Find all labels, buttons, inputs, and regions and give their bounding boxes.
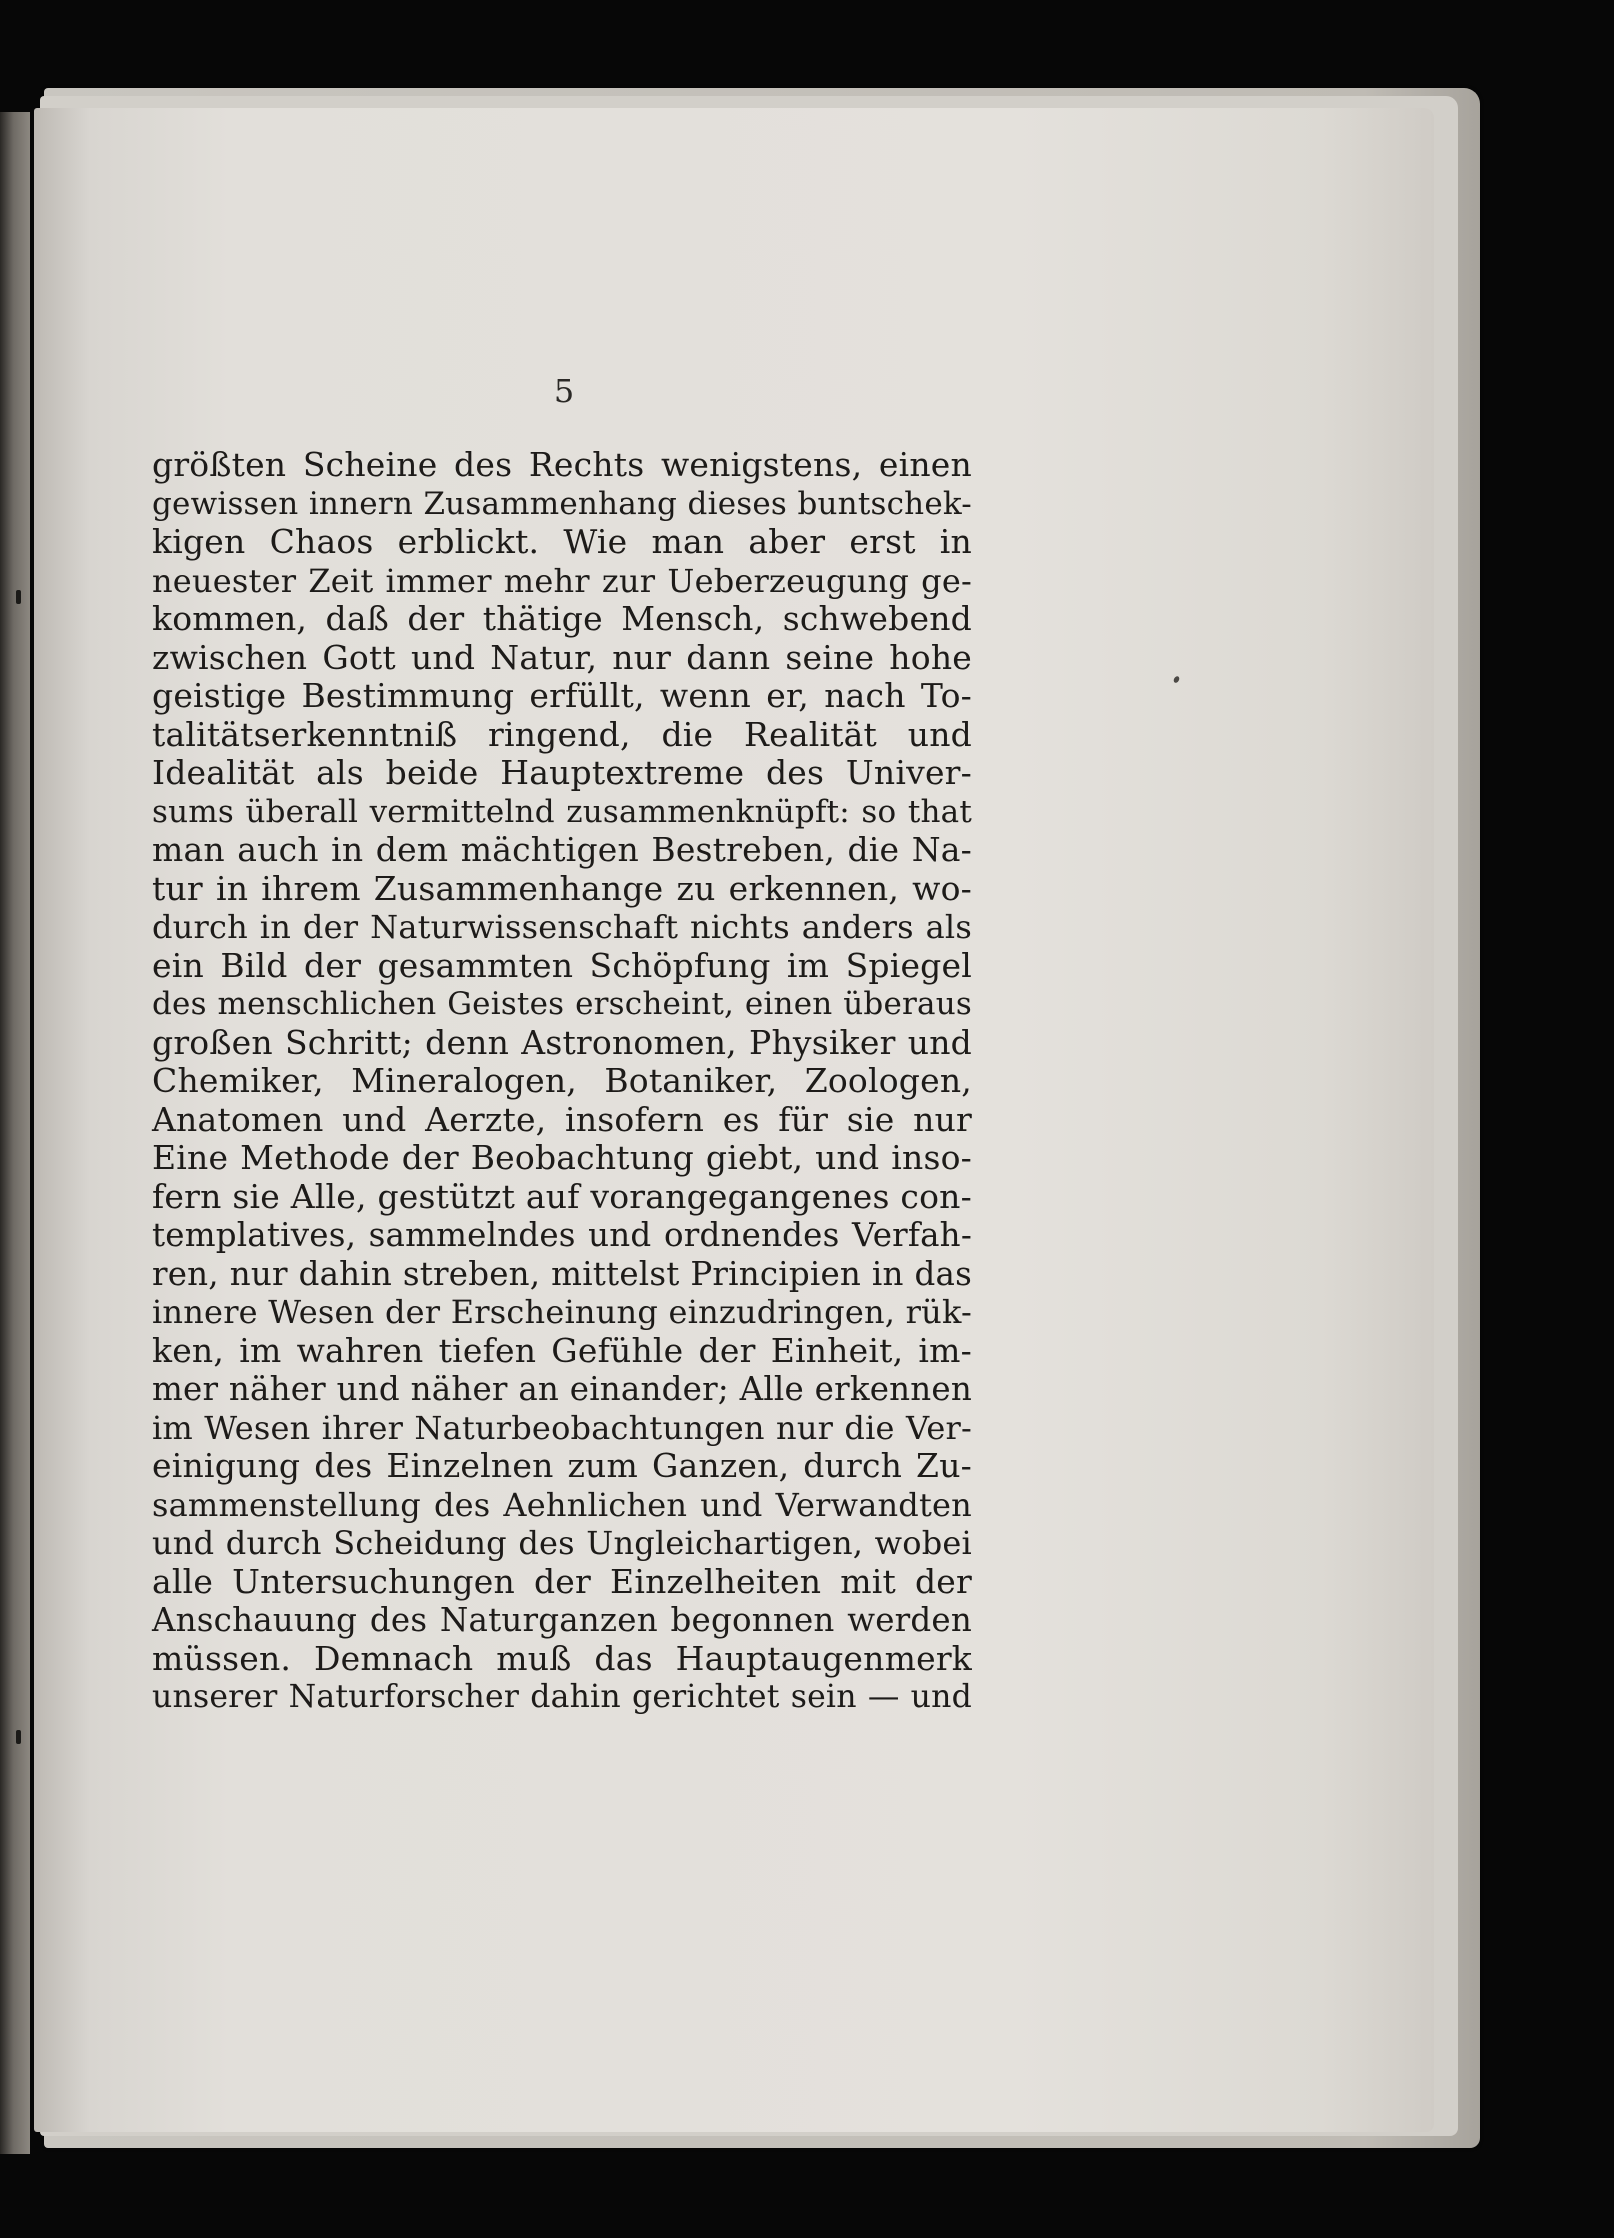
text-line: kigen Chaos erblickt. Wie man aber erst in [152, 522, 972, 561]
text-line: einigung des Einzelnen zum Ganzen, durch Zu- [152, 1446, 972, 1485]
text-line: fern sie Alle, gestützt auf vorangegangenes con- [152, 1176, 972, 1216]
text-line: müssen. Demnach muß das Hauptaugenmerk [152, 1638, 972, 1678]
text-line: und durch Scheidung des Ungleichartigen, wobei [152, 1524, 972, 1562]
text-line: ren, nur dahin streben, mittelst Principien in das [152, 1254, 972, 1293]
text-line: großen Schritt; denn Astronomen, Physiker und [152, 1022, 972, 1062]
text-line: geistige Bestimmung erfüllt, wenn er, nach To- [152, 676, 972, 715]
text-line: Anatomen und Aerzte, insofern es für sie nur [152, 1099, 972, 1139]
paper-speck [1173, 675, 1181, 684]
text-line: Eine Methode der Beobachtung giebt, und inso- [152, 1138, 972, 1177]
page-number: 5 [553, 372, 575, 410]
text-line: des menschlichen Geistes erscheint, einen überaus [152, 986, 972, 1022]
text-line: größten Scheine des Rechts wenigstens, einen [152, 445, 972, 484]
text-line: tur in ihrem Zusammenhange zu erkennen, wo- [152, 868, 972, 908]
body-text [152, 446, 972, 1717]
text-line: ken, im wahren tiefen Gefühle der Einheit, im- [152, 1330, 972, 1370]
text-line: kommen, daß der thätige Mensch, schwebend [152, 599, 972, 638]
text-line: man auch in dem mächtigen Bestreben, die Na- [152, 830, 972, 869]
text-line: templatives, sammelndes und ordnendes Verfah- [152, 1216, 972, 1254]
left-page-edge [0, 112, 30, 2154]
binding-mark [16, 590, 21, 604]
text-line: mer näher und näher an einander; Alle erkennen [152, 1370, 972, 1408]
text-line: talitätserkenntniß ringend, die Realität und [152, 714, 972, 754]
text-line: ein Bild der gesammten Schöpfung im Spiegel [152, 945, 972, 985]
text-line: im Wesen ihrer Naturbeobachtungen nur die Ver- [152, 1408, 972, 1447]
text-line: alle Untersuchungen der Einzelheiten mit der [152, 1561, 972, 1601]
text-line: neuester Zeit immer mehr zur Ueberzeugung ge- [152, 561, 972, 600]
text-line: innere Wesen der Erscheinung einzudringen, rük- [152, 1293, 972, 1331]
text-line: Chemiker, Mineralogen, Botaniker, Zoologen, [152, 1061, 972, 1100]
book-page [34, 108, 1434, 2132]
text-line: sammenstellung des Aehnlichen und Verwandten [152, 1485, 972, 1524]
text-line: sums überall vermittelnd zusammenknüpft: so that [152, 793, 972, 830]
text-line: durch in der Naturwissenschaft nichts anders als [152, 908, 972, 946]
text-line: Idealität als beide Hauptextreme des Univer- [152, 753, 972, 792]
text-line: unserer Naturforscher dahin gerichtet sein — und [152, 1679, 972, 1715]
text-line: Anschauung des Naturganzen begonnen werden [152, 1601, 972, 1639]
binding-mark [16, 1730, 21, 1744]
text-line: zwischen Gott und Natur, nur dann seine hohe [152, 637, 972, 677]
text-line: gewissen innern Zusammenhang dieses buntschek- [152, 485, 972, 522]
